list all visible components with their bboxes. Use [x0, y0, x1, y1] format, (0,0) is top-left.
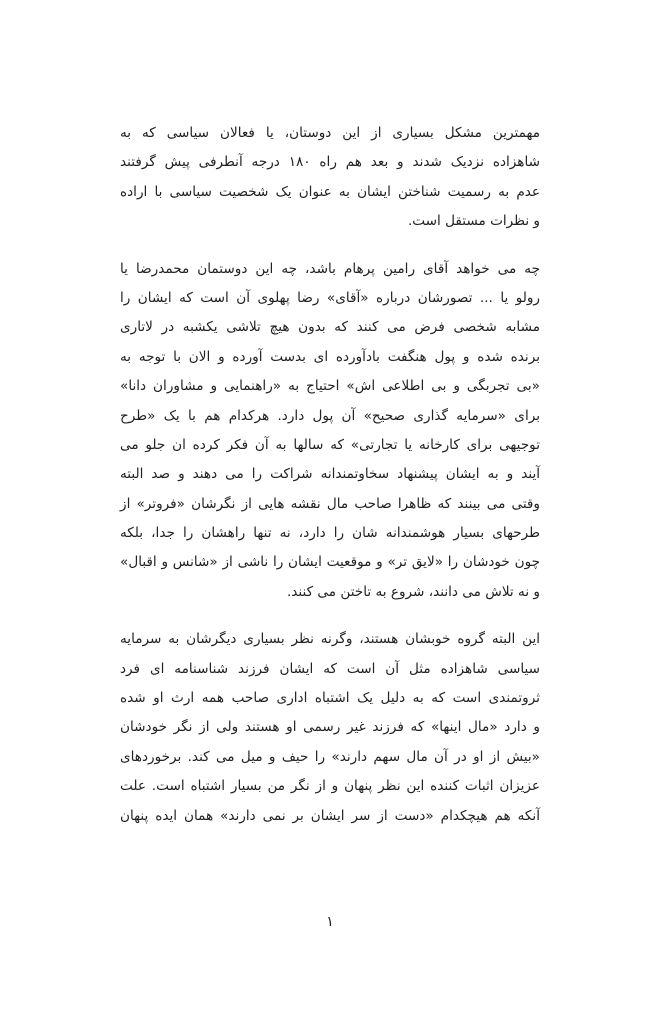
page-number: ۱: [326, 914, 334, 930]
text-line: عزیزان اثبات کننده این نظر پنهان و از نگر من بسیار اشتباه است. علت: [120, 778, 540, 795]
text-line: رولو یا ... تصورشان درباره «آقای» رضا پهلوی آن است که ایشان را: [120, 289, 540, 306]
text-line: توجیهی برای کارخانه یا تجارتی» که سالها به آن فکر کرده ان جلو می: [120, 436, 540, 453]
text-line: وقتی می بینند که ظاهرا صاحب مال نقشه هایی از نگرشان «فروتر» از: [120, 495, 540, 512]
text-line: «بی تجربگی و بی اطلاعی اش» احتیاج به «راهنمایی و مشاوران دانا»: [120, 378, 540, 395]
paragraph-2: [120, 255, 540, 608]
text-line: و نه تلاش می دانند، شروع به تاختن می کنند.: [286, 583, 540, 600]
text-line: شاهزاده نزدیک شدند و بعد هم راه ۱۸۰ درجه آنطرفی پیش گرفتند: [120, 154, 540, 171]
text-line: چون خودشان را «لایق تر» و موقعیت ایشان را ناشی از «شانس و اقبال»: [120, 554, 540, 571]
text-line: ثروتمندی است که به دلیل یک اشتباه اداری صاحب همه ارث او شده: [120, 690, 540, 707]
paragraph-3: [120, 625, 540, 831]
text-line: و نظرات مستقل است.: [407, 213, 540, 230]
text-line: آیند و به ایشان پیشنهاد سخاوتمندانه شراکت را می دهند و صد البته: [120, 466, 540, 483]
text-line: سیاسی شاهزاده مثل آن است که ایشان فرزند شناسنامه ای فرد: [120, 660, 540, 677]
text-line: برنده شده و پول هنگفت بادآورده ای بدست آورده و الان با توجه به: [120, 348, 540, 365]
text-line: طرحهای بسیار هوشمندانه شان را دارد، نه تنها راهشان را جدا، بلکه: [120, 525, 540, 542]
text-line: این البته گروه خوبشان هستند، وگرنه نظر بسیاری دیگرشان به سرمایه: [120, 631, 540, 648]
body-text: [120, 119, 540, 849]
text-line: آنکه هم هیچکدام «دست از سر ایشان بر نمی دارند» همان ایده پنهان: [120, 807, 540, 824]
text-line: «بیش از او در آن مال سهم دارند» را حیف و میل می کند. برخوردهای: [120, 748, 540, 765]
paragraph-1: [120, 119, 540, 237]
text-line: و دارد «مال اینها» که فرزند غیر رسمی او هستند ولی از نگر خودشان: [120, 719, 540, 736]
text-line: عدم به رسمیت شناختن ایشان به عنوان یک شخصیت سیاسی با اراده: [120, 183, 540, 200]
text-line: مشابه شخصی فرض می کنند که بدون هیچ تلاشی یکشبه در لاتاری: [120, 319, 540, 336]
text-line: چه می خواهد آقای رامین پرهام باشد، چه این دوستمان محمدرضا یا: [120, 260, 540, 277]
text-line: مهمترین مشکل بسیاری از این دوستان، یا فعالان سیاسی که به: [120, 125, 540, 141]
text-line: برای «سرمایه گذاری صحیح» آن پول دارد. هرکدام هم با یک «طرح: [120, 407, 540, 424]
